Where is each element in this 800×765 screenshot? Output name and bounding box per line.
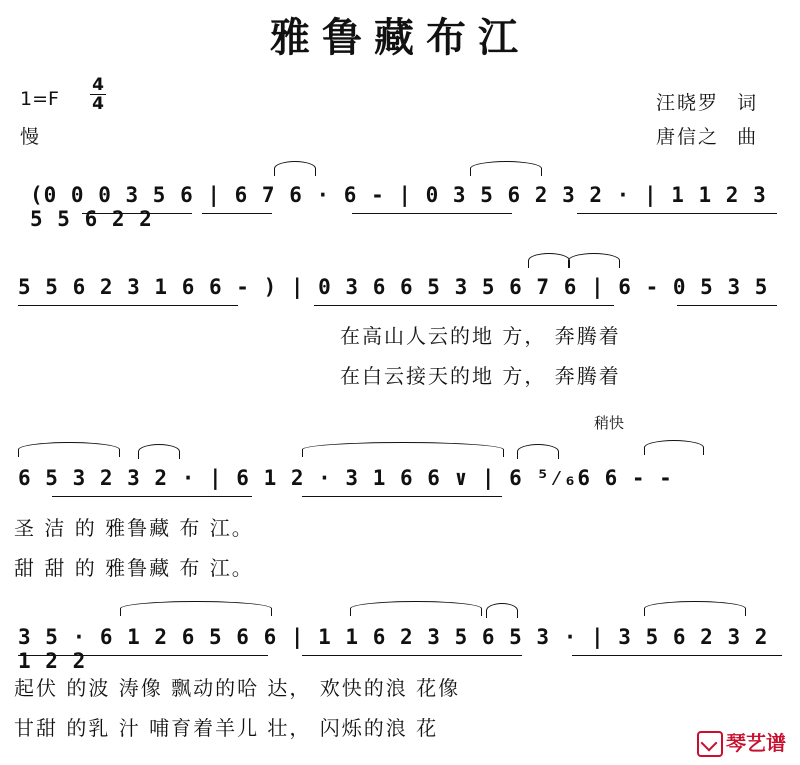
tempo-marking: 慢: [20, 126, 40, 148]
lyric-verse1-line2: 在高山人云的地 方， 奔腾着: [340, 324, 621, 348]
underline-beam: [202, 213, 272, 214]
underline-beam: [52, 496, 252, 497]
slur: [350, 601, 482, 616]
watermark-text: 琴艺谱: [726, 730, 786, 755]
slur: [120, 601, 272, 616]
slur: [528, 253, 570, 268]
time-top: 4: [92, 75, 104, 95]
underline-beam: [352, 213, 512, 214]
page-title: 雅鲁藏布江: [270, 15, 530, 61]
logo-mark-icon: [697, 731, 723, 757]
slur: [274, 161, 316, 176]
score-line-3: [12, 466, 782, 506]
composer-credit: [656, 122, 758, 149]
watermark-logo: [697, 727, 786, 758]
lyric-verse1-line4: 起伏 的波 涛像 飘动的哈 达， 欢快的浪 花像: [14, 676, 461, 700]
slur: [486, 603, 518, 618]
underline-beam: [302, 655, 522, 656]
score-line-2: [12, 275, 782, 315]
lyricist-role: 词: [737, 92, 759, 114]
notation-line-1: (0 0 0 3 5 6 | 6 7 6 · 6 - | 0 3 5 6 2 3 2 · | 1 1 2 3 5 5 6 2 2: [30, 183, 767, 231]
underline-beam: [82, 213, 192, 214]
composer-role: 曲: [737, 126, 759, 148]
slur: [138, 444, 180, 459]
score-line-1: [12, 183, 782, 231]
underline-beam: [18, 305, 238, 306]
tempo-change-marking: 稍快: [594, 414, 625, 432]
composer-name: 唐信之: [656, 126, 720, 148]
time-bottom: 4: [92, 94, 104, 114]
underline-beam: [572, 655, 782, 656]
notation-line-2: 5 5 6 2 3 1 6 6 - ) | 0 3 6 6 5 3 5 6 7 6 | 6 - 0 5 3 5: [18, 275, 769, 299]
slur: [644, 601, 746, 616]
lyric-verse2-line3: 甜 甜 的 雅鲁藏 布 江。: [14, 556, 254, 580]
underline-beam: [18, 655, 268, 656]
slur: [302, 442, 504, 457]
slur: [517, 444, 559, 459]
key-label: 1=F: [20, 88, 59, 110]
underline-beam: [314, 305, 614, 306]
notation-line-3: 6 5 3 2 3 2 · | 6 1 2 · 3 1 6 6 ∨ | 6 ⁵⁄₆6 6 - -: [18, 466, 673, 490]
underline-beam: [577, 213, 777, 214]
lyricist-name: 汪晓罗: [656, 92, 720, 114]
slur: [644, 440, 704, 455]
score-line-4: [12, 625, 782, 673]
lyric-verse1-line3: 圣 洁 的 雅鲁藏 布 江。: [14, 516, 254, 540]
lyric-verse2-line2: 在白云接天的地 方， 奔腾着: [340, 364, 621, 388]
lyricist-credit: [656, 88, 758, 115]
lyric-verse2-line4: 甘甜 的乳 汁 哺育着羊儿 壮， 闪烁的浪 花: [14, 716, 439, 740]
time-signature: [90, 76, 106, 113]
slur: [470, 161, 542, 176]
underline-beam: [302, 496, 502, 497]
slur: [568, 253, 620, 268]
key-signature: [20, 88, 59, 110]
notation-line-4: 3 5 · 6 1 2 6 5 6 6 | 1 1 6 2 3 5 6 5 3 · | 3 5 6 2 3 2 1 2 2: [18, 625, 769, 673]
underline-beam: [677, 305, 777, 306]
slur: [18, 442, 120, 457]
